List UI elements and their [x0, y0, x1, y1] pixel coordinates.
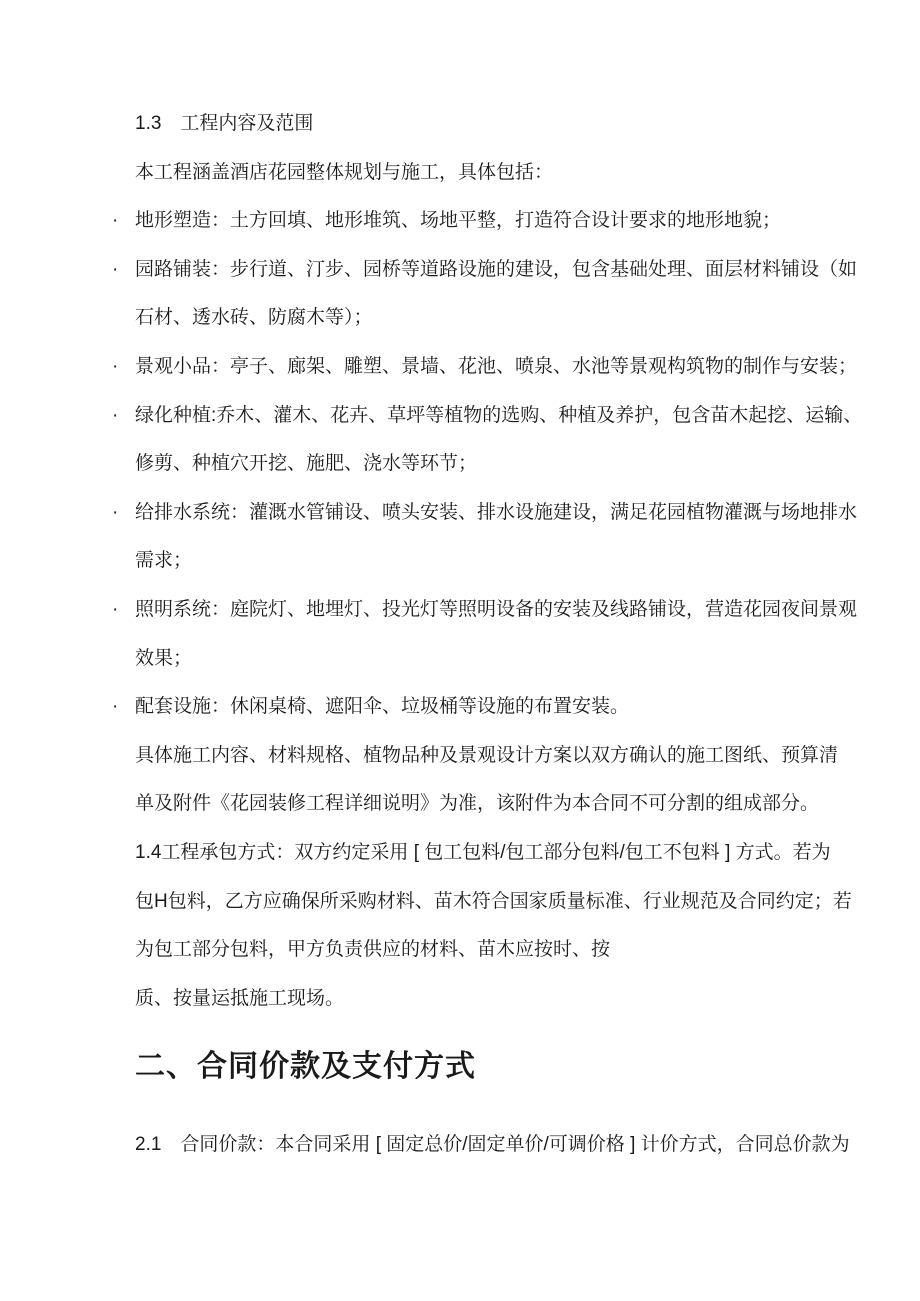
clause-2-1-line-1: 2.1 合同价款：本合同采用 [ 固定总价/固定单价/可调价格 ] 计价方式，合同总价款为 [135, 1134, 850, 1156]
bullet-item-drainage-system-continuation: 需求； [135, 550, 193, 572]
bullet-dot-icon: · [112, 258, 119, 280]
bullet-dot-icon: · [112, 355, 119, 377]
bullet-item-greening-planting-continuation: 修剪、种植穴开挖、施肥、浇水等环节； [135, 453, 478, 475]
bullet-text: 园路铺装：步行道、汀步、园桥等道路设施的建设，包含基础处理、面层材料铺设（如 [135, 258, 858, 280]
bullet-item-landscape-features [112, 343, 858, 392]
attachment-paragraph-line-1: 具体施工内容、材料规格、植物品种及景观设计方案以双方确认的施工图纸、预算清 [135, 744, 839, 766]
bullet-dot-icon: · [112, 404, 119, 426]
bullet-dot-icon: · [112, 696, 119, 718]
bullet-text: 给排水系统：灌溉水管铺设、喷头安装、排水设施建设，满足花园植物灌溉与场地排水 [135, 501, 858, 523]
bullet-text: 绿化种植:乔木、灌木、花卉、草坪等植物的选购、种植及养护，包含苗木起挖、运输、 [135, 404, 863, 426]
bullet-dot-icon: · [112, 501, 119, 523]
bullet-text: 照明系统：庭院灯、地埋灯、投光灯等照明设备的安装及线路铺设，营造花园夜间景观 [135, 598, 858, 620]
bullet-text: 景观小品：亭子、廊架、雕塑、景墙、花池、喷泉、水池等景观构筑物的制作与安装； [135, 355, 858, 377]
clause-1-4-line-3: 为包工部分包料，甲方负责供应的材料、苗木应按时、按 [135, 939, 611, 961]
bullet-item-lighting-system [112, 586, 858, 635]
bullet-item-path-paving-continuation: 石材、透水砖、防腐木等）； [135, 307, 373, 329]
clause-1-4-line-2: 包H包料，乙方应确保所采购材料、苗木符合国家质量标准、行业规范及合同约定；若 [135, 890, 852, 912]
bullet-dot-icon: · [112, 598, 119, 620]
bullet-text: 配套设施：休闲桌椅、遮阳伞、垃圾桶等设施的布置安装。 [135, 696, 630, 718]
heading-1-3: 1.3 工程内容及范围 [135, 113, 314, 134]
heading-section-2: 二、合同价款及支付方式 [135, 1050, 476, 1084]
intro-paragraph-line: 本工程涵盖酒店花园整体规划与施工，具体包括： [135, 161, 554, 183]
bullet-item-lighting-system-continuation: 效果； [135, 647, 193, 669]
clause-1-4-line-4: 质、按量运抵施工现场。 [135, 987, 345, 1009]
clause-1-4-line-1: 1.4工程承包方式：双方约定采用 [ 包工包料/包工部分包料/包工不包料 ] 方式。若为 [135, 841, 831, 863]
bullet-item-greening-planting [112, 392, 863, 441]
bullet-item-supporting-facilities [112, 683, 830, 732]
attachment-paragraph-line-2: 单及附件《花园装修工程详细说明》为准，该附件为本合同不可分割的组成部分。 [135, 793, 820, 815]
bullet-item-path-paving [112, 246, 858, 295]
bullet-text: 地形塑造：土方回填、地形堆筑、场地平整，打造符合设计要求的地形地貌； [135, 210, 782, 232]
bullet-dot-icon: · [112, 210, 119, 232]
bullet-item-terrain-shaping [112, 197, 830, 246]
bullet-item-drainage-system [112, 489, 858, 538]
